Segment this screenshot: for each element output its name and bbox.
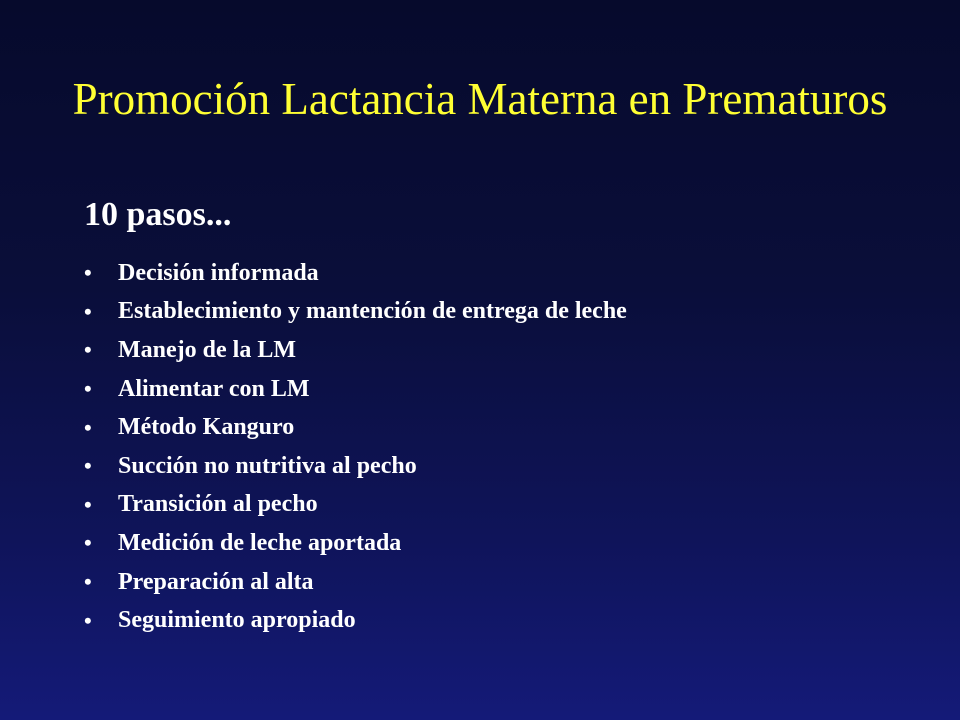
list-item — [84, 563, 627, 602]
bullet-icon: • — [84, 414, 92, 440]
list-item — [84, 408, 627, 447]
list-item — [84, 524, 627, 563]
list-item — [84, 254, 627, 293]
bullet-icon: • — [84, 453, 92, 479]
list-item — [84, 331, 627, 370]
step-label: Manejo de la LM — [118, 336, 296, 363]
list-item — [84, 601, 627, 640]
list-item — [84, 447, 627, 486]
list-item — [84, 293, 627, 332]
slide-subtitle: 10 pasos... — [84, 196, 232, 233]
step-label: Medición de leche aportada — [118, 529, 402, 556]
step-label: Seguimiento apropiado — [118, 607, 356, 634]
bullet-icon: • — [84, 337, 92, 363]
step-label: Método Kanguro — [118, 414, 295, 441]
step-label: Alimentar con LM — [118, 375, 310, 402]
bullet-icon: • — [84, 491, 92, 517]
step-label: Succión no nutritiva al pecho — [118, 452, 417, 479]
bullet-icon: • — [84, 530, 92, 556]
list-item — [84, 486, 627, 525]
slide-title: Promoción Lactancia Materna en Prematuros — [72, 74, 888, 124]
bullet-icon: • — [84, 569, 92, 595]
bullet-icon: • — [84, 260, 92, 286]
step-label: Transición al pecho — [118, 491, 318, 518]
steps-list — [84, 254, 627, 640]
bullet-icon: • — [84, 607, 92, 633]
bullet-icon: • — [84, 298, 92, 324]
list-item — [84, 370, 627, 409]
step-label: Preparación al alta — [118, 568, 314, 595]
step-label: Decisión informada — [118, 259, 319, 286]
bullet-icon: • — [84, 376, 92, 402]
step-label: Establecimiento y mantención de entrega de leche — [118, 298, 627, 325]
